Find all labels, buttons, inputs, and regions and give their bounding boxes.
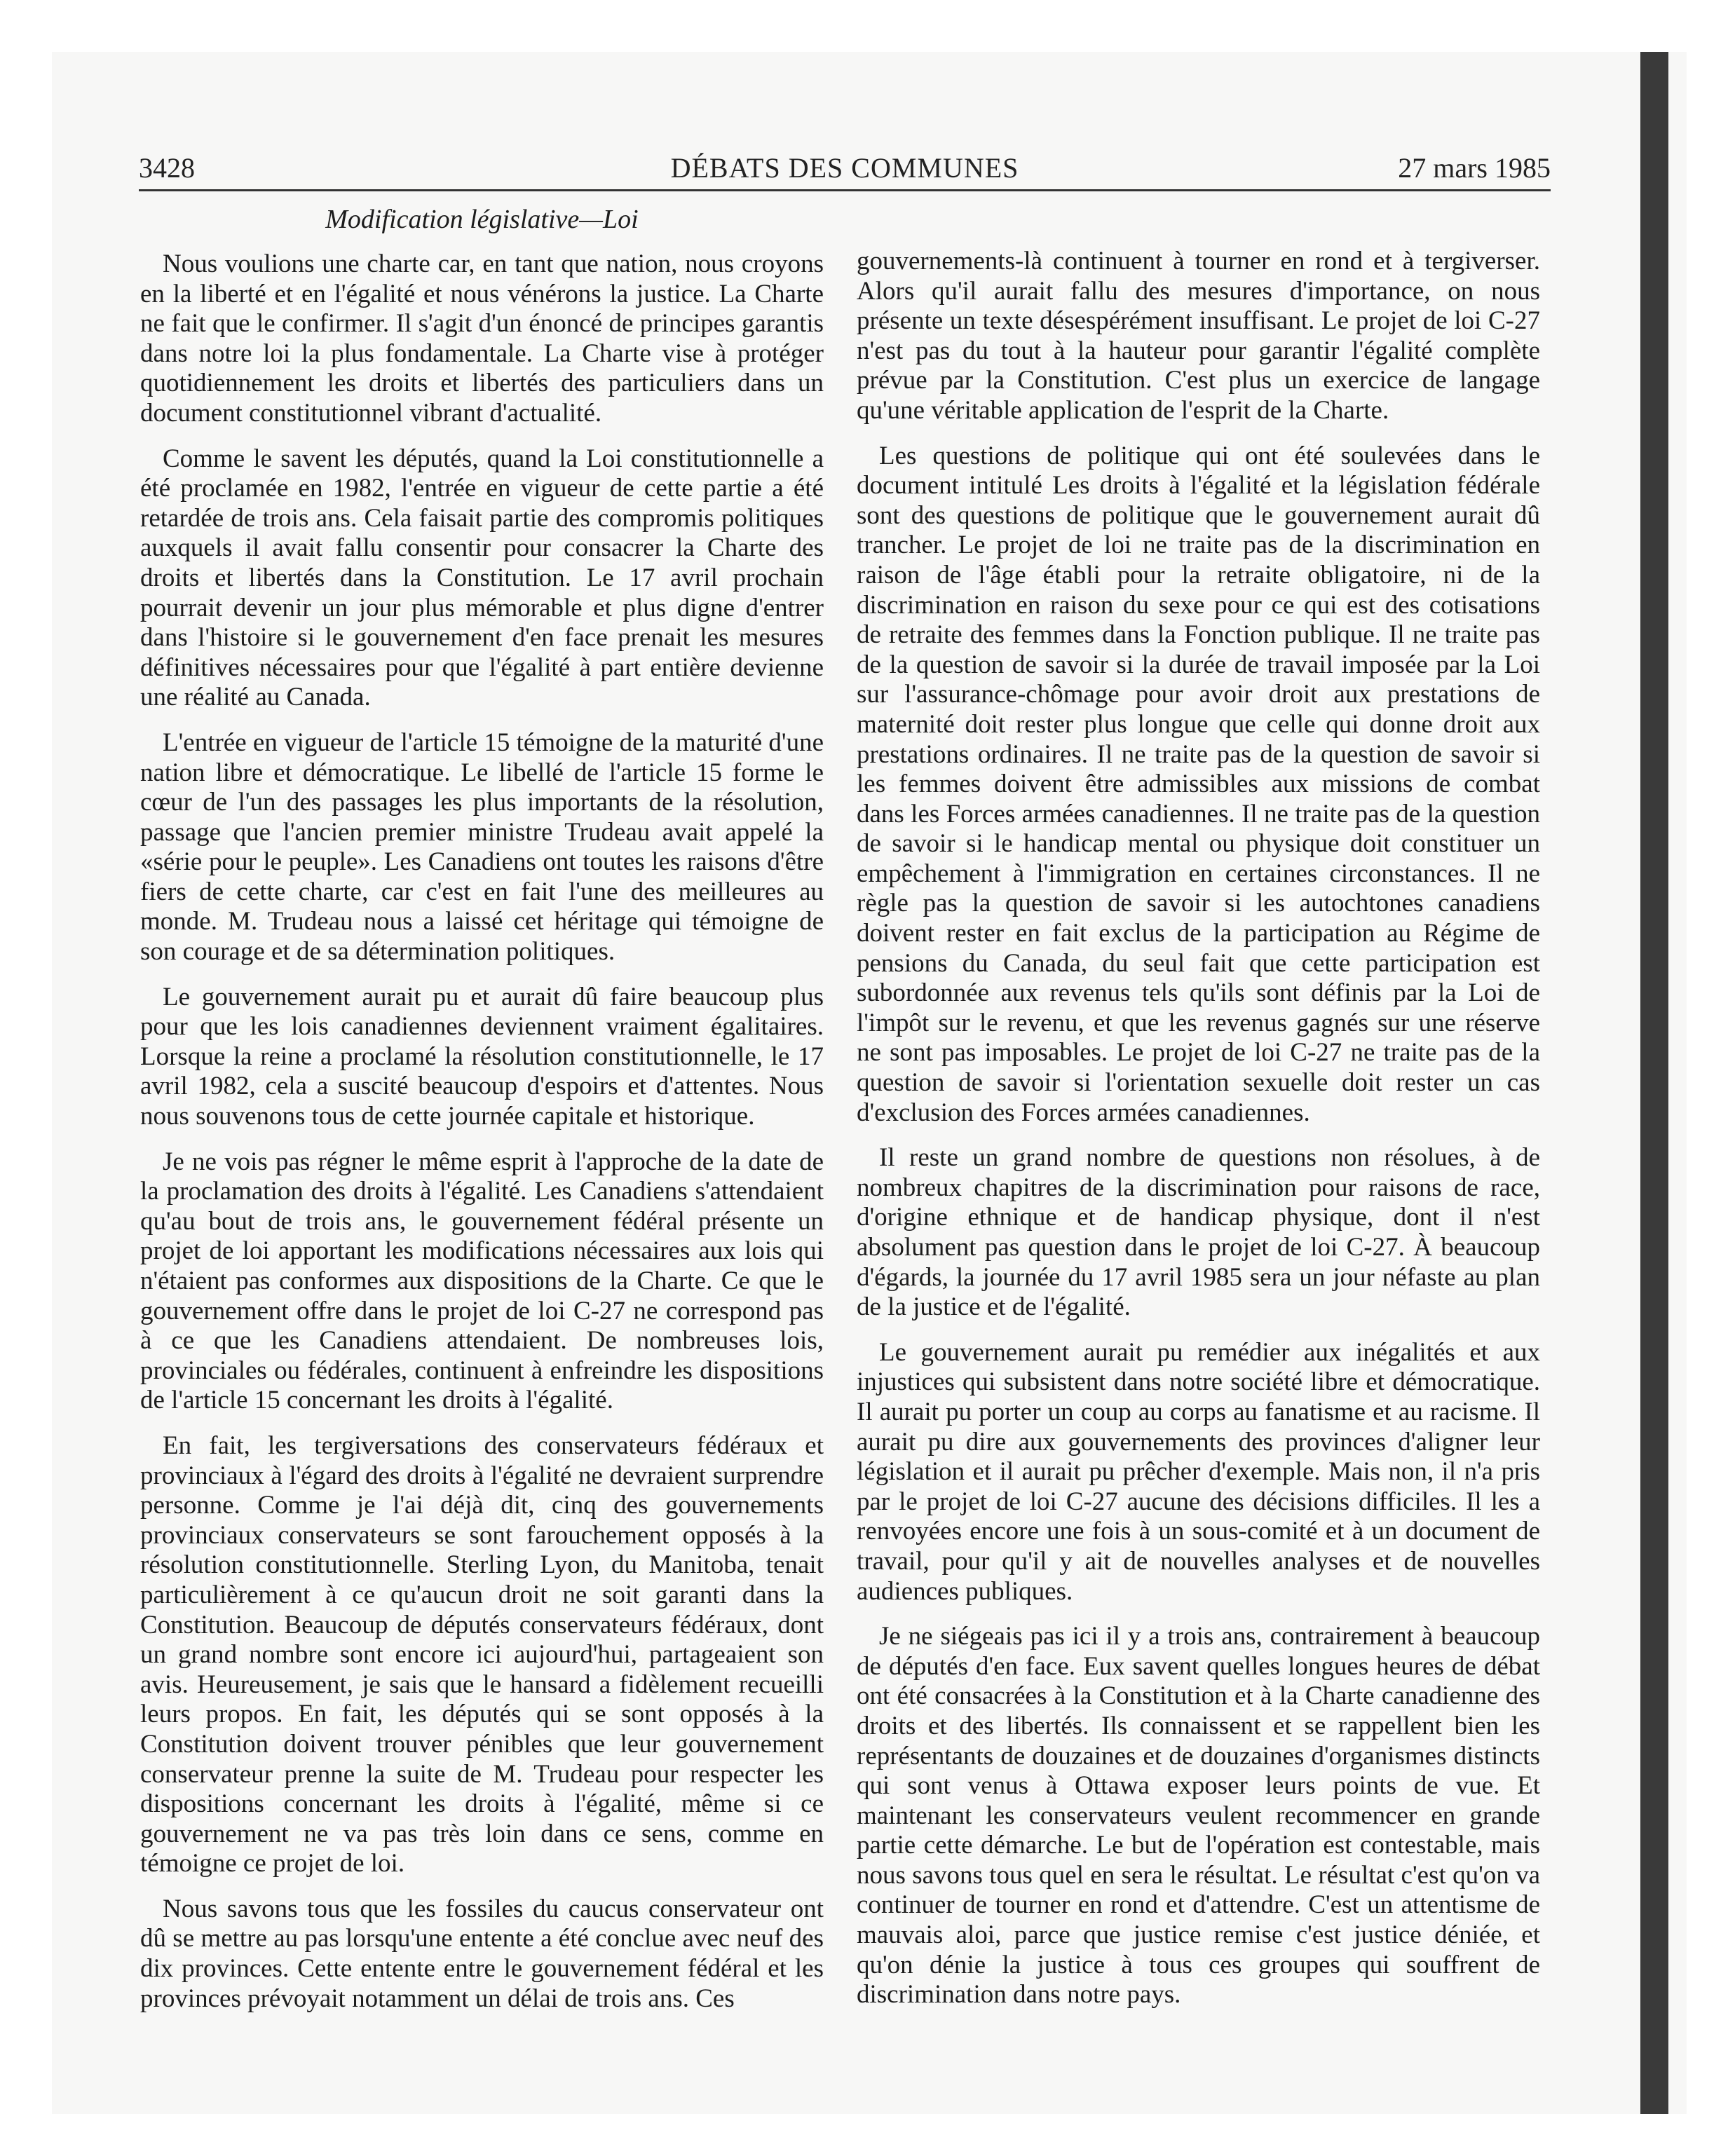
paragraph: Le gouvernement aurait pu et aurait dû faire beaucoup plus pour que les lois canadiennes deviennent vraiment égalitaires. Lorsque la reine a proclamé la résolution constitutionnelle, le 17 avril 1982, cela a suscité beaucoup d'espoirs et d'attentes. Nous nous souvenons tous de cette journée capitale et historique. bbox=[140, 982, 824, 1131]
left-column bbox=[140, 205, 824, 2029]
right-column bbox=[857, 247, 1540, 2026]
paragraph: Nous savons tous que les fossiles du caucus conservateur ont dû se mettre au pas lorsqu'une entente a été conclue avec neuf des dix provinces. Cette entente entre le gouvernement fédéral et les provinces prévoyait notamment un délai de trois ans. Ces bbox=[140, 1894, 824, 2013]
page-edge-shadow bbox=[1640, 52, 1668, 2114]
paragraph: Nous voulions une charte car, en tant que nation, nous croyons en la liberté et en l'égalité et nous vénérons la justice. La Charte ne fait que le confirmer. Il s'agit d'un énoncé de principes garantis dans notre loi la plus fondamentale. La Charte vise à protéger quotidiennement les droits et libertés des particuliers dans un document constitutionnel vibrant d'actualité. bbox=[140, 250, 824, 428]
issue-date: 27 mars 1985 bbox=[1398, 152, 1551, 184]
paragraph: Je ne siégeais pas ici il y a trois ans, contrairement à beaucoup de députés d'en face. Eux savent quelles longues heures de débat ont été consacrées à la Constitution et à la Charte canadienne des droits et des libertés. Ils connaissent et se rappellent bien les représentants de douzaines et de douzaines d'organismes distincts qui sont venus à Ottawa exposer leurs points de vue. Et maintenant les conservateurs veulent recommencer en grande partie cette démarche. Le but de l'opération est contestable, mais nous savons tous quel en sera le résultat. Le résultat c'est qu'on va continuer de tourner en rond et d'attendre. C'est un attentisme de mauvais aloi, parce que justice remise c'est justice déniée, et qu'on dénie la justice à tous ces groupes qui souffrent de discrimination dans notre pays. bbox=[857, 1622, 1540, 2010]
paragraph: Je ne vois pas régner le même esprit à l'approche de la date de la proclamation des droits à l'égalité. Les Canadiens s'attendaient qu'au bout de trois ans, le gouvernement fédéral présente un projet de loi apportant les modifications nécessaires aux lois qui n'étaient pas conformes aux dispositions de la Charte. Ce que le gouvernement offre dans le projet de loi C-27 ne correspond pas à ce que les Canadiens attendaient. De nombreuses lois, provinciales ou fédérales, continuent à enfreindre les dispositions de l'article 15 concernant les droits à l'égalité. bbox=[140, 1147, 824, 1415]
section-title: Modification législative—Loi bbox=[325, 205, 639, 234]
paragraph: Le gouvernement aurait pu remédier aux inégalités et aux injustices qui subsistent dans notre société libre et démocratique. Il aurait pu porter un coup au corps au fanatisme et au racisme. Il aurait pu dire aux gouvernements des provinces d'aligner leur législation et il aurait pu prêcher d'exemple. Mais non, il n'a pris par le projet de loi C-27 aucune des décisions difficiles. Il les a renvoyées encore une fois à un sous-comité et à un document de travail, pour qu'il y ait de nouvelles analyses et de nouvelles audiences publiques. bbox=[857, 1337, 1540, 1606]
page-number: 3428 bbox=[139, 152, 195, 184]
paragraph: En fait, les tergiversations des conservateurs fédéraux et provinciaux à l'égard des droits à l'égalité ne devraient surprendre personne. Comme je l'ai déjà dit, cinq des gouvernements provinciaux conservateurs se sont farouchement opposés à la résolution constitutionnelle. Sterling Lyon, du Manitoba, tenait particulièrement à ce qu'aucun droit ne soit garanti dans la Constitution. Beaucoup de députés conservateurs fédéraux, dont un grand nombre sont encore ici aujourd'hui, partageaient son avis. Heureusement, je sais que le hansard a fidèlement recueilli leurs propos. En fait, les députés qui se sont opposés à la Constitution doivent trouver pénibles que leur gouvernement conservateur prenne la suite de M. Trudeau pour respecter les dispositions concernant les droits à l'égalité, même si ce gouvernement ne va pas très loin dans ce sens, comme en témoigne ce projet de loi. bbox=[140, 1431, 824, 1878]
publication-title: DÉBATS DES COMMUNES bbox=[670, 152, 1019, 184]
paragraph: Comme le savent les députés, quand la Loi constitutionnelle a été proclamée en 1982, l'entrée en vigueur de cette partie a été retardée de trois ans. Cela faisait partie des compromis politiques auxquels il avait fallu consentir pour consacrer la Charte des droits et libertés dans la Constitution. Le 17 avril prochain pourrait devenir un jour plus mémorable et plus digne d'entrer dans l'histoire si le gouvernement d'en face prenait les mesures définitives nécessaires pour que l'égalité à part entière devienne une réalité au Canada. bbox=[140, 444, 824, 712]
paragraph: gouvernements-là continuent à tourner en rond et à tergiverser. Alors qu'il aurait fallu des mesures d'importance, on nous présente un texte désespérément insuffisant. Le projet de loi C-27 n'est pas du tout à la hauteur pour garantir l'égalité complète prévue par la Constitution. C'est plus un exercice de langage qu'une véritable application de l'esprit de la Charte. bbox=[857, 247, 1540, 425]
running-header bbox=[139, 147, 1551, 191]
paragraph: L'entrée en vigueur de l'article 15 témoigne de la maturité d'une nation libre et démocratique. Le libellé de l'article 15 forme le cœur de l'un des passages les plus importants de la résolution, passage que l'ancien premier ministre Trudeau avait appelé la «série pour le peuple». Les Canadiens ont toutes les raisons d'être fiers de cette charte, car c'est en fait l'une des meilleures au monde. M. Trudeau nous a laissé cet héritage qui témoigne de son courage et de sa détermination politiques. bbox=[140, 728, 824, 967]
paragraph: Les questions de politique qui ont été soulevées dans le document intitulé Les droits à l'égalité et la législation fédérale sont des questions de politique que le gouvernement aurait dû trancher. Le projet de loi ne traite pas de la discrimination en raison de l'âge établi pour la retraite obligatoire, ni de la discrimination en raison du sexe pour ce qui est des cotisations de retraite des femmes dans la Fonction publique. Il ne traite pas de la question de savoir si la durée de travail imposée par la Loi sur l'assurance-chômage pour avoir droit aux prestations de maternité doit rester plus longue que celle qui donne droit aux prestations ordinaires. Il ne traite pas de la question de savoir si les femmes doivent être admissibles aux missions de combat dans les Forces armées canadiennes. Il ne traite pas de la question de savoir si le handicap mental ou physique doit constituer un empêchement à l'immigration en certaines circonstances. Il ne règle pas la question de savoir si les autochtones canadiens doivent rester en fait exclus de la participation au Régime de pensions du Canada, du seul fait que cette participation est subordonnée aux revenus tels qu'ils sont définis par la Loi de l'impôt sur le revenu, et que les revenus gagnés sur une réserve ne sont pas imposables. Le projet de loi C-27 ne traite pas de la question de savoir si l'orientation sexuelle doit rester un cas d'exclusion des Forces armées canadiennes. bbox=[857, 441, 1540, 1127]
paragraph: Il reste un grand nombre de questions non résolues, à de nombreux chapitres de la discrimination pour raisons de race, d'origine ethnique et de handicap physique, dont il n'est absolument pas question dans le projet de loi C-27. À beaucoup d'égards, la journée du 17 avril 1985 sera un jour néfaste au plan de la justice et de l'égalité. bbox=[857, 1143, 1540, 1322]
